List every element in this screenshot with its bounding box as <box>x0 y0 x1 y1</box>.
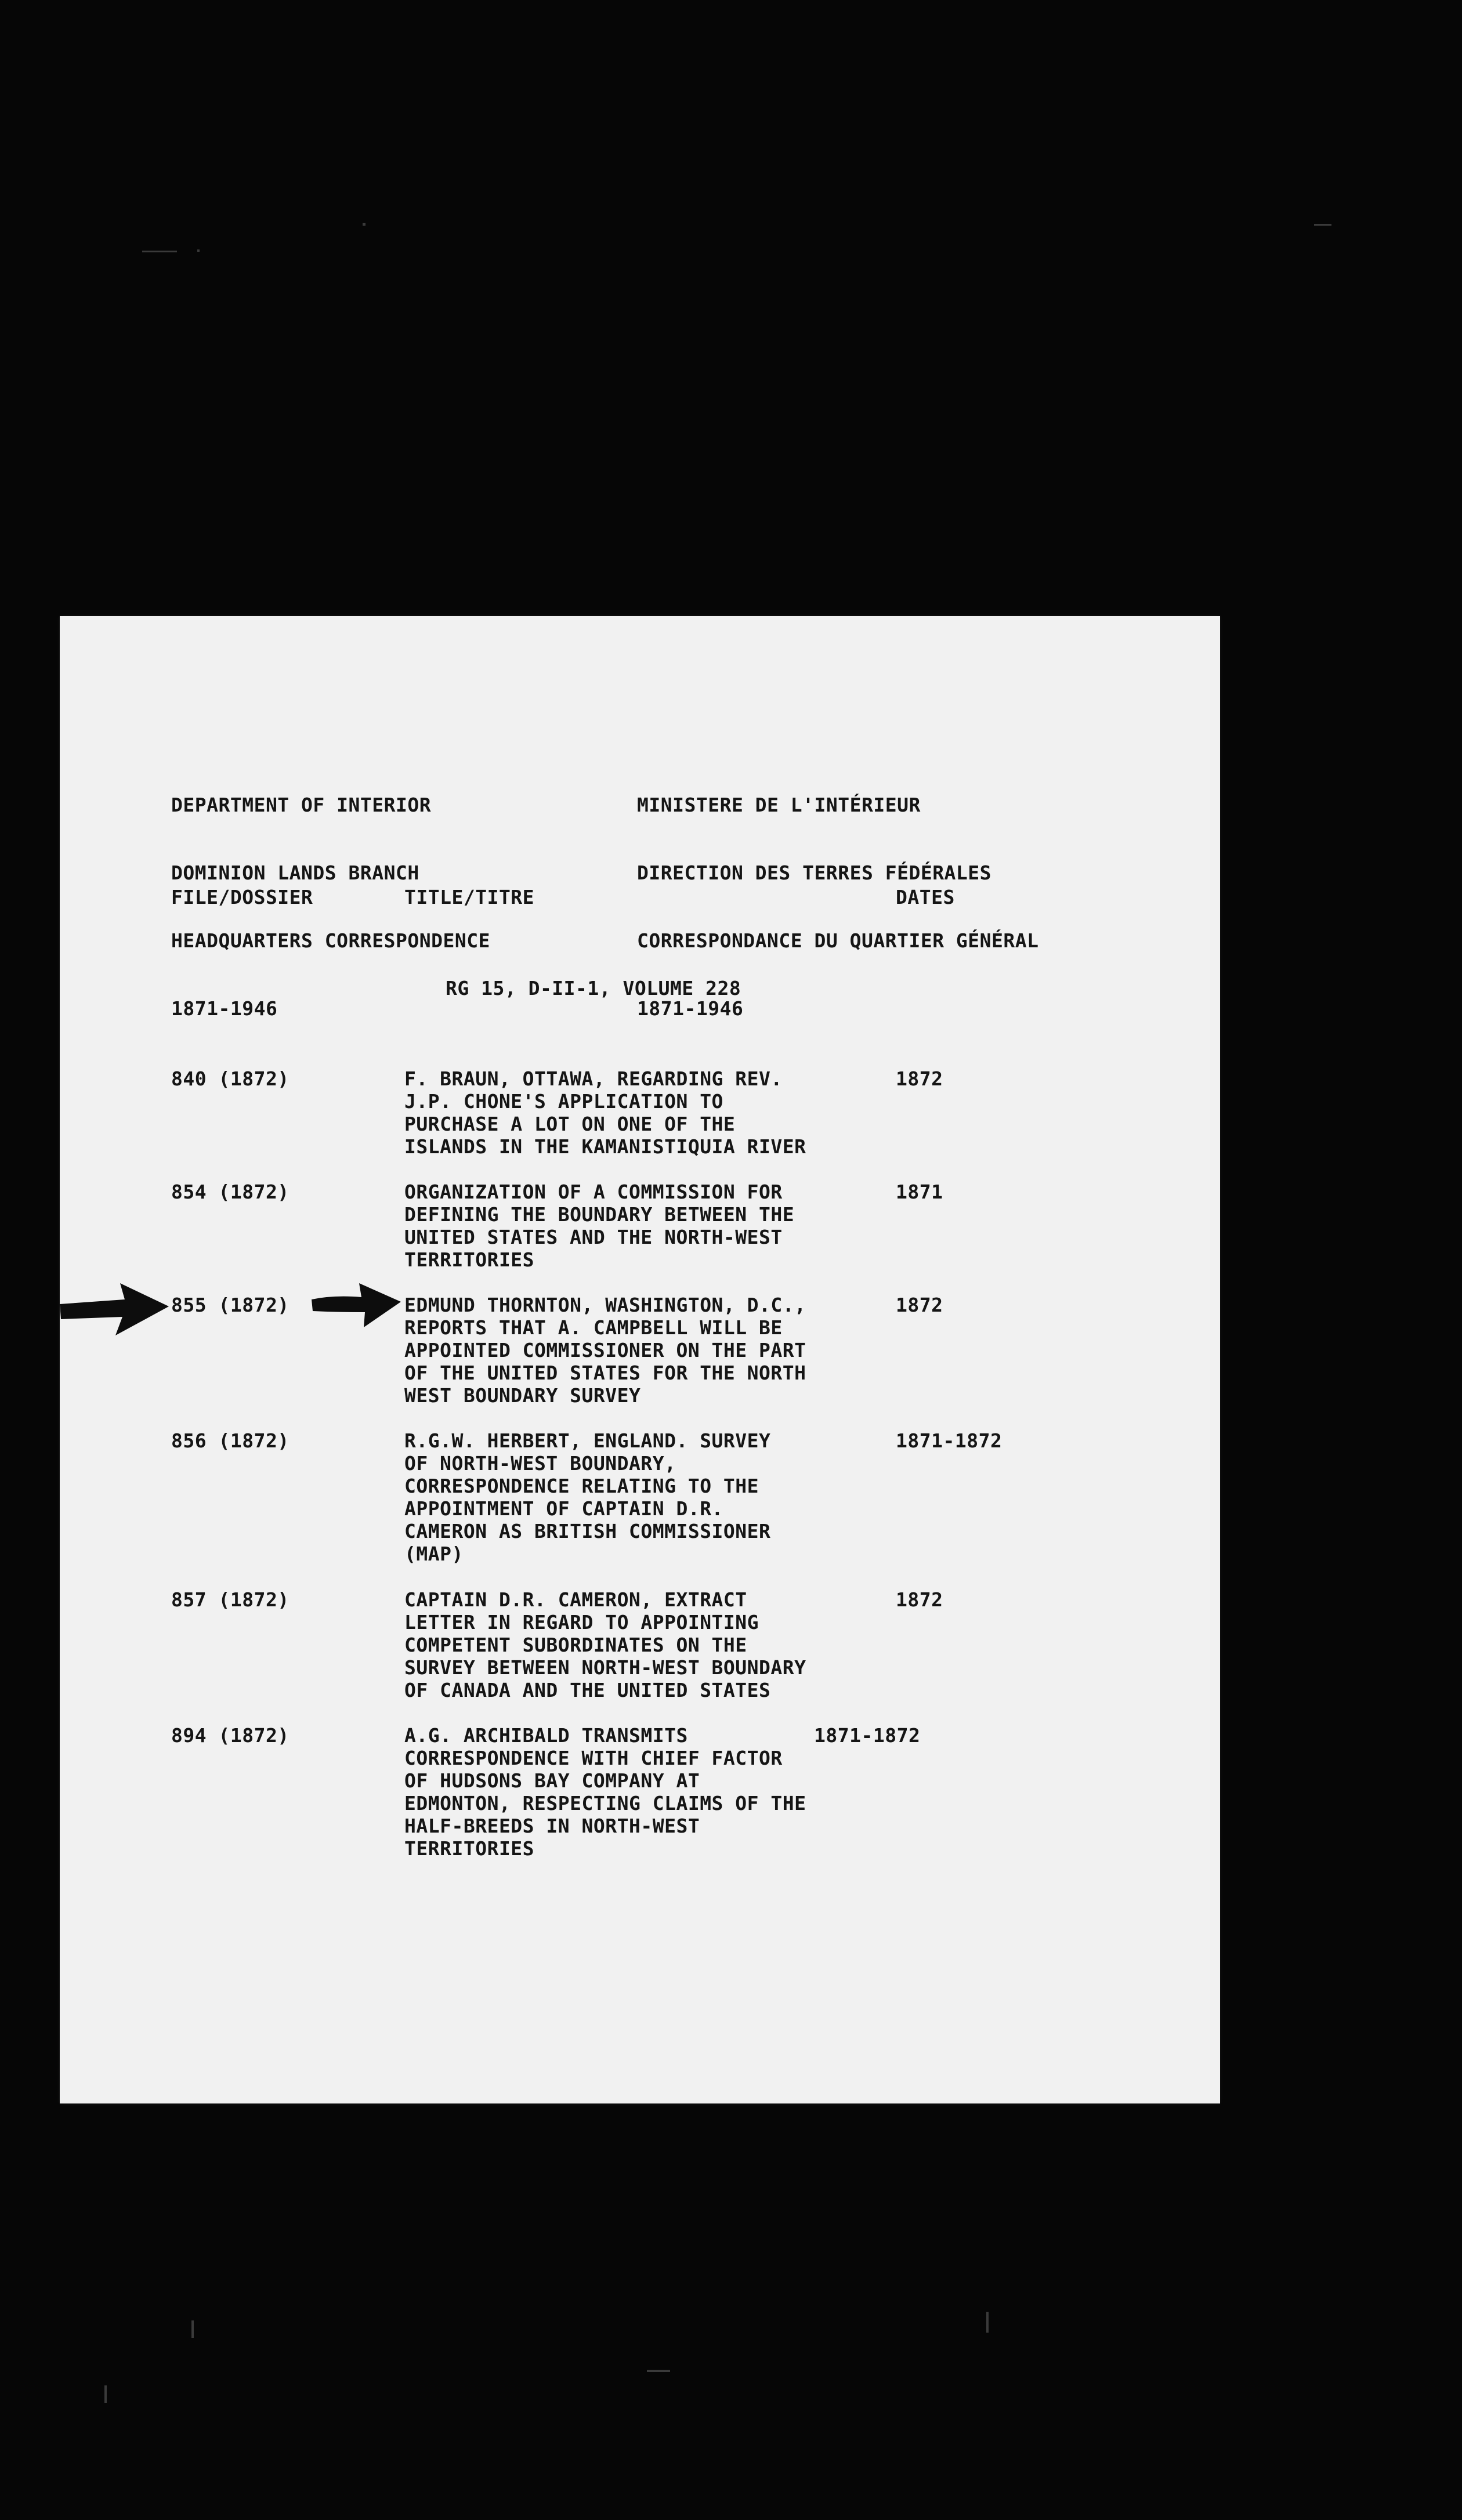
title-line: UNITED STATES AND THE NORTH-WEST <box>404 1226 783 1248</box>
title-line: OF CANADA AND THE UNITED STATES <box>404 1679 771 1701</box>
file-dates: 1872 <box>896 1067 943 1090</box>
scan-speck <box>142 251 177 252</box>
title-line: TERRITORIES <box>404 1248 535 1271</box>
file-number: 840 (1872) <box>171 1067 289 1090</box>
column-header-file: FILE/DOSSIER <box>171 886 313 908</box>
column-header-title: TITLE/TITRE <box>404 886 535 908</box>
file-title <box>404 1181 880 1271</box>
file-number: 894 (1872) <box>171 1724 289 1747</box>
title-line: DEFINING THE BOUNDARY BETWEEN THE <box>404 1203 795 1226</box>
title-line: ORGANIZATION OF A COMMISSION FOR <box>404 1181 783 1203</box>
column-header-dates: DATES <box>896 886 955 908</box>
file-title <box>404 1588 880 1701</box>
header-french <box>637 748 1039 1065</box>
file-number: 856 (1872) <box>171 1429 289 1452</box>
document-page <box>60 616 1220 2103</box>
finding-aid-page <box>60 616 1220 2103</box>
title-line: APPOINTED COMMISSIONER ON THE PART <box>404 1339 806 1362</box>
title-line: OF NORTH-WEST BOUNDARY, <box>404 1452 676 1475</box>
title-line: (MAP) <box>404 1543 464 1565</box>
file-title <box>404 1294 880 1407</box>
file-number: 857 (1872) <box>171 1588 289 1611</box>
file-number: 855 (1872) <box>171 1294 289 1316</box>
header-series: HEADQUARTERS CORRESPONDENCE <box>171 929 490 952</box>
scan-speck <box>104 2385 107 2403</box>
header-annees: 1871-1946 <box>637 997 744 1020</box>
scan-speck <box>1314 224 1331 226</box>
right-arrow-icon <box>60 1281 170 1337</box>
title-line: REPORTS THAT A. CAMPBELL WILL BE <box>404 1316 783 1339</box>
title-line: F. BRAUN, OTTAWA, REGARDING REV. <box>404 1067 783 1090</box>
file-dates: 1871 <box>896 1181 943 1203</box>
scan-speck <box>197 249 200 252</box>
title-line: COMPETENT SUBORDINATES ON THE <box>404 1634 747 1656</box>
header-department: DEPARTMENT OF INTERIOR <box>171 794 432 816</box>
header-correspondance: CORRESPONDANCE DU QUARTIER GÉNÉRAL <box>637 929 1039 952</box>
title-line: CAMERON AS BRITISH COMMISSIONER <box>404 1520 771 1543</box>
title-line: LETTER IN REGARD TO APPOINTING <box>404 1611 759 1634</box>
title-line: ISLANDS IN THE KAMANISTIQUIA RIVER <box>404 1135 806 1158</box>
file-dates: 1871-1872 <box>814 1724 921 1747</box>
title-line: PURCHASE A LOT ON ONE OF THE <box>404 1113 736 1135</box>
header-direction: DIRECTION DES TERRES FÉDÉRALES <box>637 861 992 884</box>
file-number: 854 (1872) <box>171 1181 289 1203</box>
scan-speck <box>363 223 366 226</box>
file-title <box>404 1429 880 1565</box>
scan-speck <box>647 2370 670 2372</box>
title-line: A.G. ARCHIBALD TRANSMITS <box>404 1724 688 1747</box>
scan-speck <box>191 2320 194 2338</box>
title-line: J.P. CHONE'S APPLICATION TO <box>404 1090 723 1113</box>
title-line: APPOINTMENT OF CAPTAIN D.R. <box>404 1497 723 1520</box>
volume-reference: RG 15, D-II-1, VOLUME 228 <box>446 977 741 1000</box>
title-line: CORRESPONDENCE RELATING TO THE <box>404 1475 759 1497</box>
header-years: 1871-1946 <box>171 997 278 1020</box>
title-line: OF THE UNITED STATES FOR THE NORTH <box>404 1362 806 1384</box>
title-line: CORRESPONDENCE WITH CHIEF FACTOR <box>404 1747 783 1769</box>
title-line: SURVEY BETWEEN NORTH-WEST BOUNDARY <box>404 1656 806 1679</box>
right-arrow-icon <box>310 1282 402 1328</box>
file-title <box>404 1724 880 1860</box>
title-line: TERRITORIES <box>404 1837 535 1860</box>
title-line: EDMONTON, RESPECTING CLAIMS OF THE <box>404 1792 806 1815</box>
title-line: R.G.W. HERBERT, ENGLAND. SURVEY <box>404 1429 771 1452</box>
file-dates: 1871-1872 <box>896 1429 1003 1452</box>
header-branch: DOMINION LANDS BRANCH <box>171 861 419 884</box>
file-dates: 1872 <box>896 1294 943 1316</box>
scan-speck <box>986 2312 989 2333</box>
title-line: WEST BOUNDARY SURVEY <box>404 1384 641 1407</box>
title-line: HALF-BREEDS IN NORTH-WEST <box>404 1815 700 1837</box>
title-line: CAPTAIN D.R. CAMERON, EXTRACT <box>404 1588 747 1611</box>
file-dates: 1872 <box>896 1588 943 1611</box>
title-line: EDMUND THORNTON, WASHINGTON, D.C., <box>404 1294 806 1316</box>
file-title <box>404 1067 880 1158</box>
header-ministere: MINISTERE DE L'INTÉRIEUR <box>637 794 921 816</box>
title-line: OF HUDSONS BAY COMPANY AT <box>404 1769 700 1792</box>
